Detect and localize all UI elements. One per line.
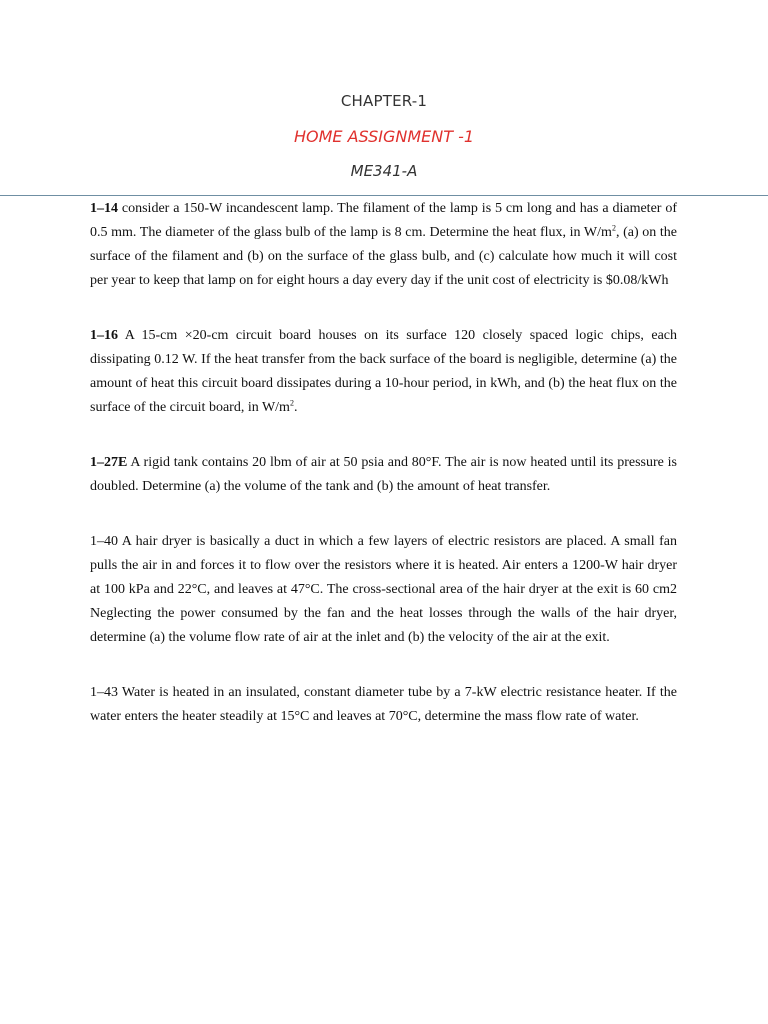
superscript: 2 — [289, 398, 294, 408]
header-divider — [0, 195, 768, 196]
problem-1-27e — [90, 451, 677, 499]
superscript: 2 — [611, 223, 616, 233]
problem-1-40 — [90, 530, 677, 650]
problem-text: consider a 150-W incandescent lamp. The filament of the lamp is 5 cm long and has a diameter of 0.5 mm. The diameter of the glass bulb of the lamp is 8 cm. Determine the heat flux, in W/m — [90, 201, 677, 240]
problem-number: 1–16 — [90, 328, 118, 343]
chapter-heading: CHAPTER-1 — [340, 92, 428, 110]
problem-list — [90, 197, 677, 760]
problem-text-continued: . — [293, 400, 298, 415]
course-code: ME341-A — [350, 162, 418, 180]
problem-number: 1–27E — [90, 455, 128, 470]
problem-1-16 — [90, 324, 677, 420]
problem-1-43 — [90, 681, 677, 729]
problem-text: 1–40 A hair dryer is basically a duct in which a few layers of electric resistors are placed. A small fan pulls the air in and forces it to flow over the resistors where it is heated. Air enters a 1200-W hair dryer at 100 kPa and 22°C, and leaves at 47°C. The cross-sectional area of the hair dryer at the exit is 60 cm2 Neglecting the power consumed by the fan and the heat losses through the walls of the hair dryer, determine (a) the volume flow rate of air at the inlet and (b) the velocity of the air at the exit. — [90, 534, 677, 645]
problem-1-14 — [90, 197, 677, 293]
assignment-title: HOME ASSIGNMENT -1 — [293, 127, 475, 146]
problem-text: A rigid tank contains 20 lbm of air at 50 psia and 80°F. The air is now heated until its pressure is doubled. Determine (a) the volume of the tank and (b) the amount of heat transfer. — [90, 455, 677, 494]
problem-text-continued: , (a) on the surface of the filament and (b) on the surface of the glass bulb, and (c) calculate how much it will cost per year to keep that lamp on for eight hours a day every day if the unit cost of electricity is $0.08/kWh — [90, 225, 677, 288]
problem-number: 1–14 — [90, 201, 118, 216]
problem-text: A 15-cm ×20-cm circuit board houses on its surface 120 closely spaced logic chips, each dissipating 0.12 W. If the heat transfer from the back surface of the board is negligible, determine (a) the amount of heat this circuit board dissipates during a 10-hour period, in kWh, and (b) the heat flux on the surface of the circuit board, in W/m — [90, 328, 677, 415]
problem-text: 1–43 Water is heated in an insulated, constant diameter tube by a 7-kW electric resistance heater. If the water enters the heater steadily at 15°C and leaves at 70°C, determine the mass flow rate of water. — [90, 685, 677, 724]
